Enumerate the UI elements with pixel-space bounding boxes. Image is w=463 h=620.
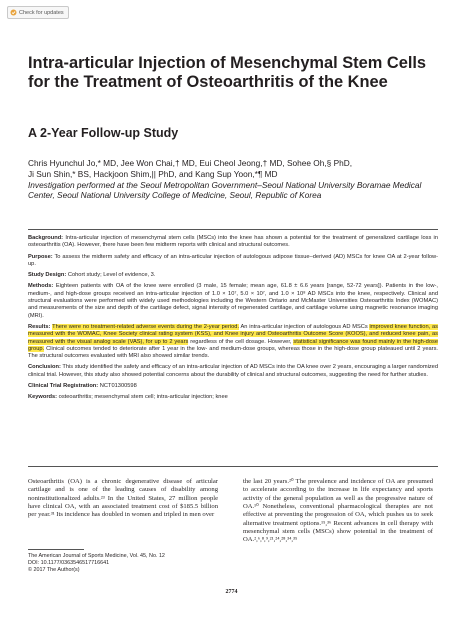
doi: DOI: 10.1177/0363546517716641 [28,559,110,566]
keywords [28,394,438,401]
results-label: Results: [28,323,51,330]
methods-label: Methods: [28,283,54,290]
abstract-purpose [28,254,438,269]
background-text: Intra-articular injection of mesenchymal stem cells (MSCs) into the knee has shown a potential for the treatment of generalized cartilage loss in osteoarthritis (OA). However, there have been few midterm reports with clinical and structural outcomes. [28,235,438,249]
footnote-rule [28,549,84,550]
clinical-trial-registration [28,383,438,390]
check-for-updates-label: Check for updates [19,9,64,16]
check-for-updates-badge[interactable] [7,6,69,19]
abstract-conclusion [28,364,438,379]
results-highlight-2: improved knee function, as measured with the WOMAC, Knee Society clinical rating system (KSS), and Knee injury and Osteoarthritis Outcome Score (KOOS), and reduced knee pain, as measured with the visual analog scale (VAS), for up to 2 years [28,323,438,345]
copyright: © 2017 The Author(s) [28,566,80,573]
registration-label: Clinical Trial Registration: [28,383,99,390]
keywords-text: osteoarthritis; mesenchymal stem cell; intra-articular injection; knee [58,394,228,401]
abstract-results [28,324,438,360]
results-text-1: An intra-articular injection of autologous AD MSCs [239,323,370,330]
purpose-label: Purpose: [28,253,53,260]
results-text-2: regardless of the cell dosage. However, [188,338,294,345]
results-highlight-1: There were no treatment-related adverse events during the 2-year period. [52,323,240,330]
abstract-background [28,235,438,250]
affiliation: Investigation performed at the Seoul Metropolitan Government–Seoul National University Boramae Medical Center, Seoul National University College of Medicine, Seoul, Republic of Korea [28,180,422,201]
methods-text: Eighteen patients with OA of the knee were enrolled (3 male, 15 female; mean age, 61.8 ± 6.6 years [range, 52-72 years]). Patients in the low-, medium-, and high-dose groups received an intra-articular injection of 1.0 × 10⁷, 5.0 × 10⁷, and 1.0 × 10⁸ AD MSCs into the knee, respectively. Clinical and structural evaluations were performed with widely used methodologies including the Western Ontario and McMaster Universities Osteoarthritis Index (WOMAC) and measurements of the size and depth of the cartilage defect, signal intensity of regenerated cartilage, and cartilage volume using magnetic resonance imaging (MRI). [28,283,438,319]
author-list [28,158,448,179]
results-text-3: Clinical outcomes tended to deteriorate after 1 year in the low- and medium-dose groups, whereas those in the high-dose group plateaued until 2 years. The structural outcomes evaluated with MRI also showed similar trends. [28,345,438,360]
abstract [28,235,438,406]
design-text: Cohort study; Level of evidence, 3. [67,272,156,279]
page-number: 2774 [225,589,238,595]
body-column-right [243,478,433,545]
body-paragraph-right: the last 20 years.²⁰ The prevalence and incidence of OA are presumed to accelerate according to the increase in life expectancy and sports activity of the general population as well as the progressive nature of OA.¹⁰ Nonetheless, conventional pharmacological therapies are not effective at preventing the progression of OA, which pushes us to seek alternative treatment options.¹⁵,³⁶ Recent advances in cell therapy with mesenchymal stem cells (MSCs) show potential in the treatment of OA.²,⁶,⁸,⁹,²¹,²⁴,²⁸,³⁴,³⁵ [243,478,433,544]
results-highlight-3: statistical significance was found mainly in the high-dose group. [28,338,439,352]
keywords-label: Keywords: [28,394,58,401]
abstract-bottom-rule [28,466,438,467]
body-column-left [28,478,218,520]
purpose-text: To assess the midterm safety and efficacy of an intra-articular injection of autologous adipose tissue–derived (AD) MSCs for knee OA at 2-year follow-up. [28,253,438,267]
conclusion-label: Conclusion: [28,364,61,371]
design-label: Study Design: [28,272,67,279]
authors-line-2: Ji Sun Shin,* BS, Hackjoon Shim,|| PhD, and Kang Sup Yoon,*¶ MD [28,168,278,179]
body-paragraph-left: Osteoarthritis (OA) is a chronic degenerative disease of articular cartilage and is one of the leading causes of disability among noninstitutionalized adults.²³ In the United States, 27 million people have clinical OA, with an associated treatment cost of $185.5 billion per year.³¹ Its incidence has doubled in women and tripled in men over [28,478,218,519]
article-subtitle: A 2-Year Follow-up Study [28,126,179,140]
authors-line-1: Chris Hyunchul Jo,* MD, Jee Won Chai,† MD, Eui Cheol Jeong,† MD, Sohee Oh,§ PhD, [28,158,353,168]
journal-citation: The American Journal of Sports Medicine, Vol. 45, No. 12 [28,553,165,559]
background-label: Background: [28,235,64,241]
conclusion-text: This study identified the safety and efficacy of an intra-articular injection of AD MSCs into the OA knee over 2 years, encouraging a larger randomized clinical trial. However, this study also showed potential concerns about the durability of clinical and structural outcomes, suggesting the need for further studies. [28,364,439,378]
article-title: Intra-articular Injection of Mesenchymal Stem Cells for the Treatment of Osteoarthritis of the Knee [28,54,427,91]
journal-footnote [28,553,218,573]
updates-icon [10,9,17,16]
abstract-study-design [28,272,438,279]
registration-number: NCT01300598 [99,383,137,390]
abstract-methods [28,283,438,319]
abstract-top-rule [28,229,438,230]
